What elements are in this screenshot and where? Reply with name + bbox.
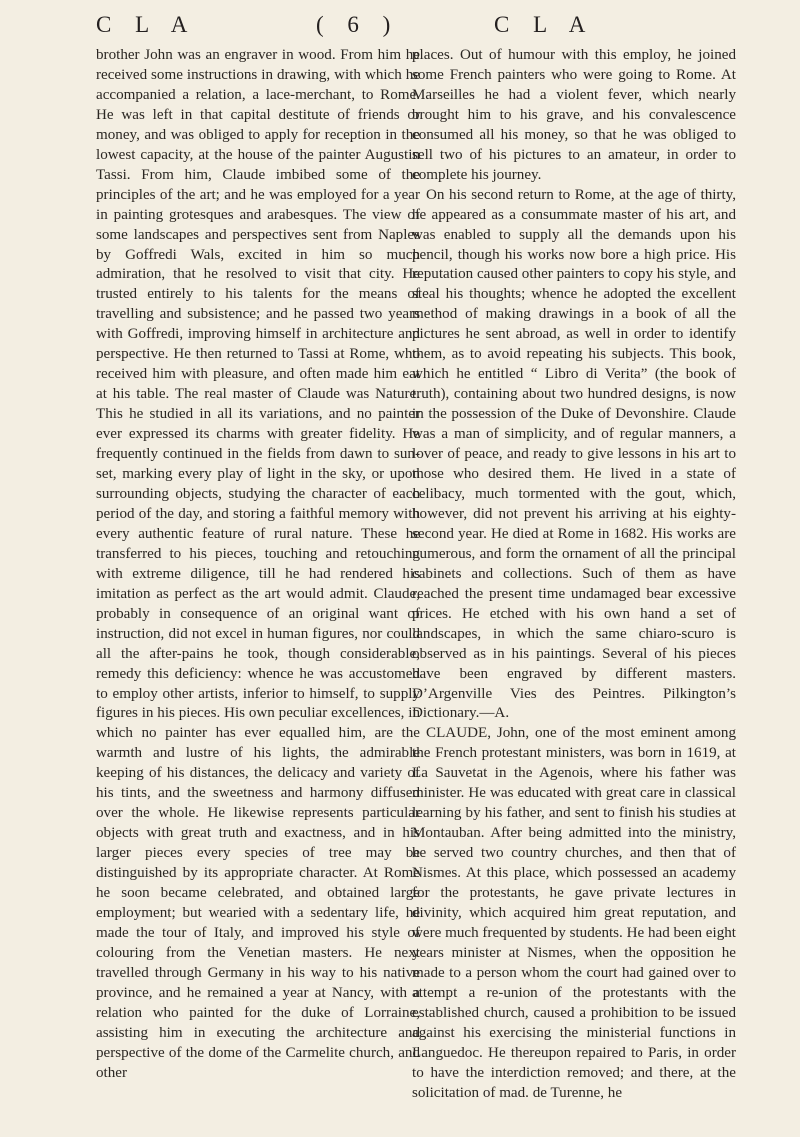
right-paragraph-2: On his second return to Rome, at the age of thirty, he appeared as a consummate master of his art, and was enabled to supply all the demands upon his pencil, though his works now bore a high price. His reputation caused other painters to copy his style, and steal his thoughts; whence he adopted the excellent method of making drawings in a book of all the pictures he sent abroad, as well in order to identify them, as to avoid repeating his subjects. This book, which he entitled “ Libro di Verita” (the book of truth), containing about two hundred designs, is now in the possession of the Duke of Devonshire. Claude was a man of simplicity, and of regular manners, a lover of peace, and ready to give lessons in his art to those who desired them. He lived in a state of celibacy, much tormented with the gout, which, however, did not prevent his arriving at his eighty-second year. He died at Rome in 1682. His works are numerous, and form the ornament of all the principal cabinets and collections. Such of them as have reached the present time undamaged bear excessive prices. He etched with his own hand a set of landscapes, in which the same chiaro-scuro is observed as in his paintings. Several of his pieces have been engraved by different masters. D’Argenville Vies des Peintres. Pilkington’s Dictionary.—A.	[412, 186, 737, 722]
right-paragraph-3: CLAUDE, John, one of the most eminent among the French protestant ministers, was born in 1619, at La Sauvetat in the Agenois, where his father was minister. He was educated with great care in classical learning by his father, and sent to finish his studies at Montauban. After being admitted into the ministry, he served two country churches, and then that of Nismes. At this place, which possessed an academy for the protestants, he gave private lectures in divinity, which acquired him great reputation, and were much frequented by students. He had been eight years minister at Nismes, when the opposition he made to a person whom the court had gained over to attempt a re-union of the protestants with the established church, caused a prohibition to be issued against his exercising the ministerial functions in Languedoc. He thereupon repaired to Paris, in order to have the interdiction removed; and there, at the solicitation of mad. de Turenne, he	[412, 725, 736, 1101]
right-paragraph-1: places. Out of humour with this employ, he joined some French painters who were going to Rome. At Marseilles he had a violent fever, which nearly brought him to his grave, and his convalescence consumed all his money, so that he was obliged to sell two of his pictures to an amateur, in order to complete his journey.	[412, 47, 736, 183]
left-column	[96, 46, 420, 1084]
right-column	[412, 46, 736, 1104]
left-paragraph-1: brother John was an engraver in wood. From him he received some instructions in drawing, with which he accompanied a relation, a lace-merchant, to Rome. He was left in that capital destitute of friends or money, and was obliged to apply for reception in the lowest capacity, at the house of the painter Augustin Tassi. From him, Claude imbibed some of the principles of the art; and he was employed for a year in painting grotesques and arabesques. The view of some landscapes and perspectives sent from Naples by Goffredi Wals, excited in him so much admiration, that he resolved to visit that city. He trusted entirely to his talents for the means of travelling and subsistence; and he passed two years with Goffredi, improving himself in architecture and perspective. He then returned to Tassi at Rome, who received him with pleasure, and often made him eat at his table. The real master of Claude was Nature. This he studied in all its variations, and no painter ever expressed its charms with greater fidelity. He frequently continued in the fields from dawn to sun-set, marking every play of light in the sky, or upon surrounding objects, studying the character of each period of the day, and storing a faithful memory with every authentic feature of rural nature. These he transferred to his pieces, touching and retouching with extreme diligence, till he had rendered his imitation as perfect as the art would admit. Claude, probably in consequence of an original want of instruction, did not excel in human figures, nor could all the after-pains he took, though considerable, remedy this deficiency: whence he was accustomed to employ other artists, inferior to himself, to supply figures in his pieces. His own peculiar excellences, in which no painter has ever equalled him, are the warmth and lustre of his lights, the admirable keeping of his distances, the delicacy and variety of his tints, and the sweetness and harmony diffused over the whole. He likewise represents particular objects with great truth and exactness, and in his larger pieces every species of tree may be distinguished by its appropriate character. At Rome he soon became celebrated, and obtained large employment; but wearied with a sedentary life, he made the tour of Italy, and improved his style of colouring from the Venetian masters. He next travelled through Germany in his way to his native province, and he remained a year at Nancy, with a relation who painted for the duke of Lorraine, assisting him in executing the architecture and perspective of the dome of the Carmelite church, and other	[96, 47, 420, 1081]
running-header	[96, 12, 736, 46]
page-number: ( 6 )	[316, 12, 400, 37]
header-left: C L A	[96, 12, 197, 37]
header-right: C L A	[494, 12, 595, 37]
